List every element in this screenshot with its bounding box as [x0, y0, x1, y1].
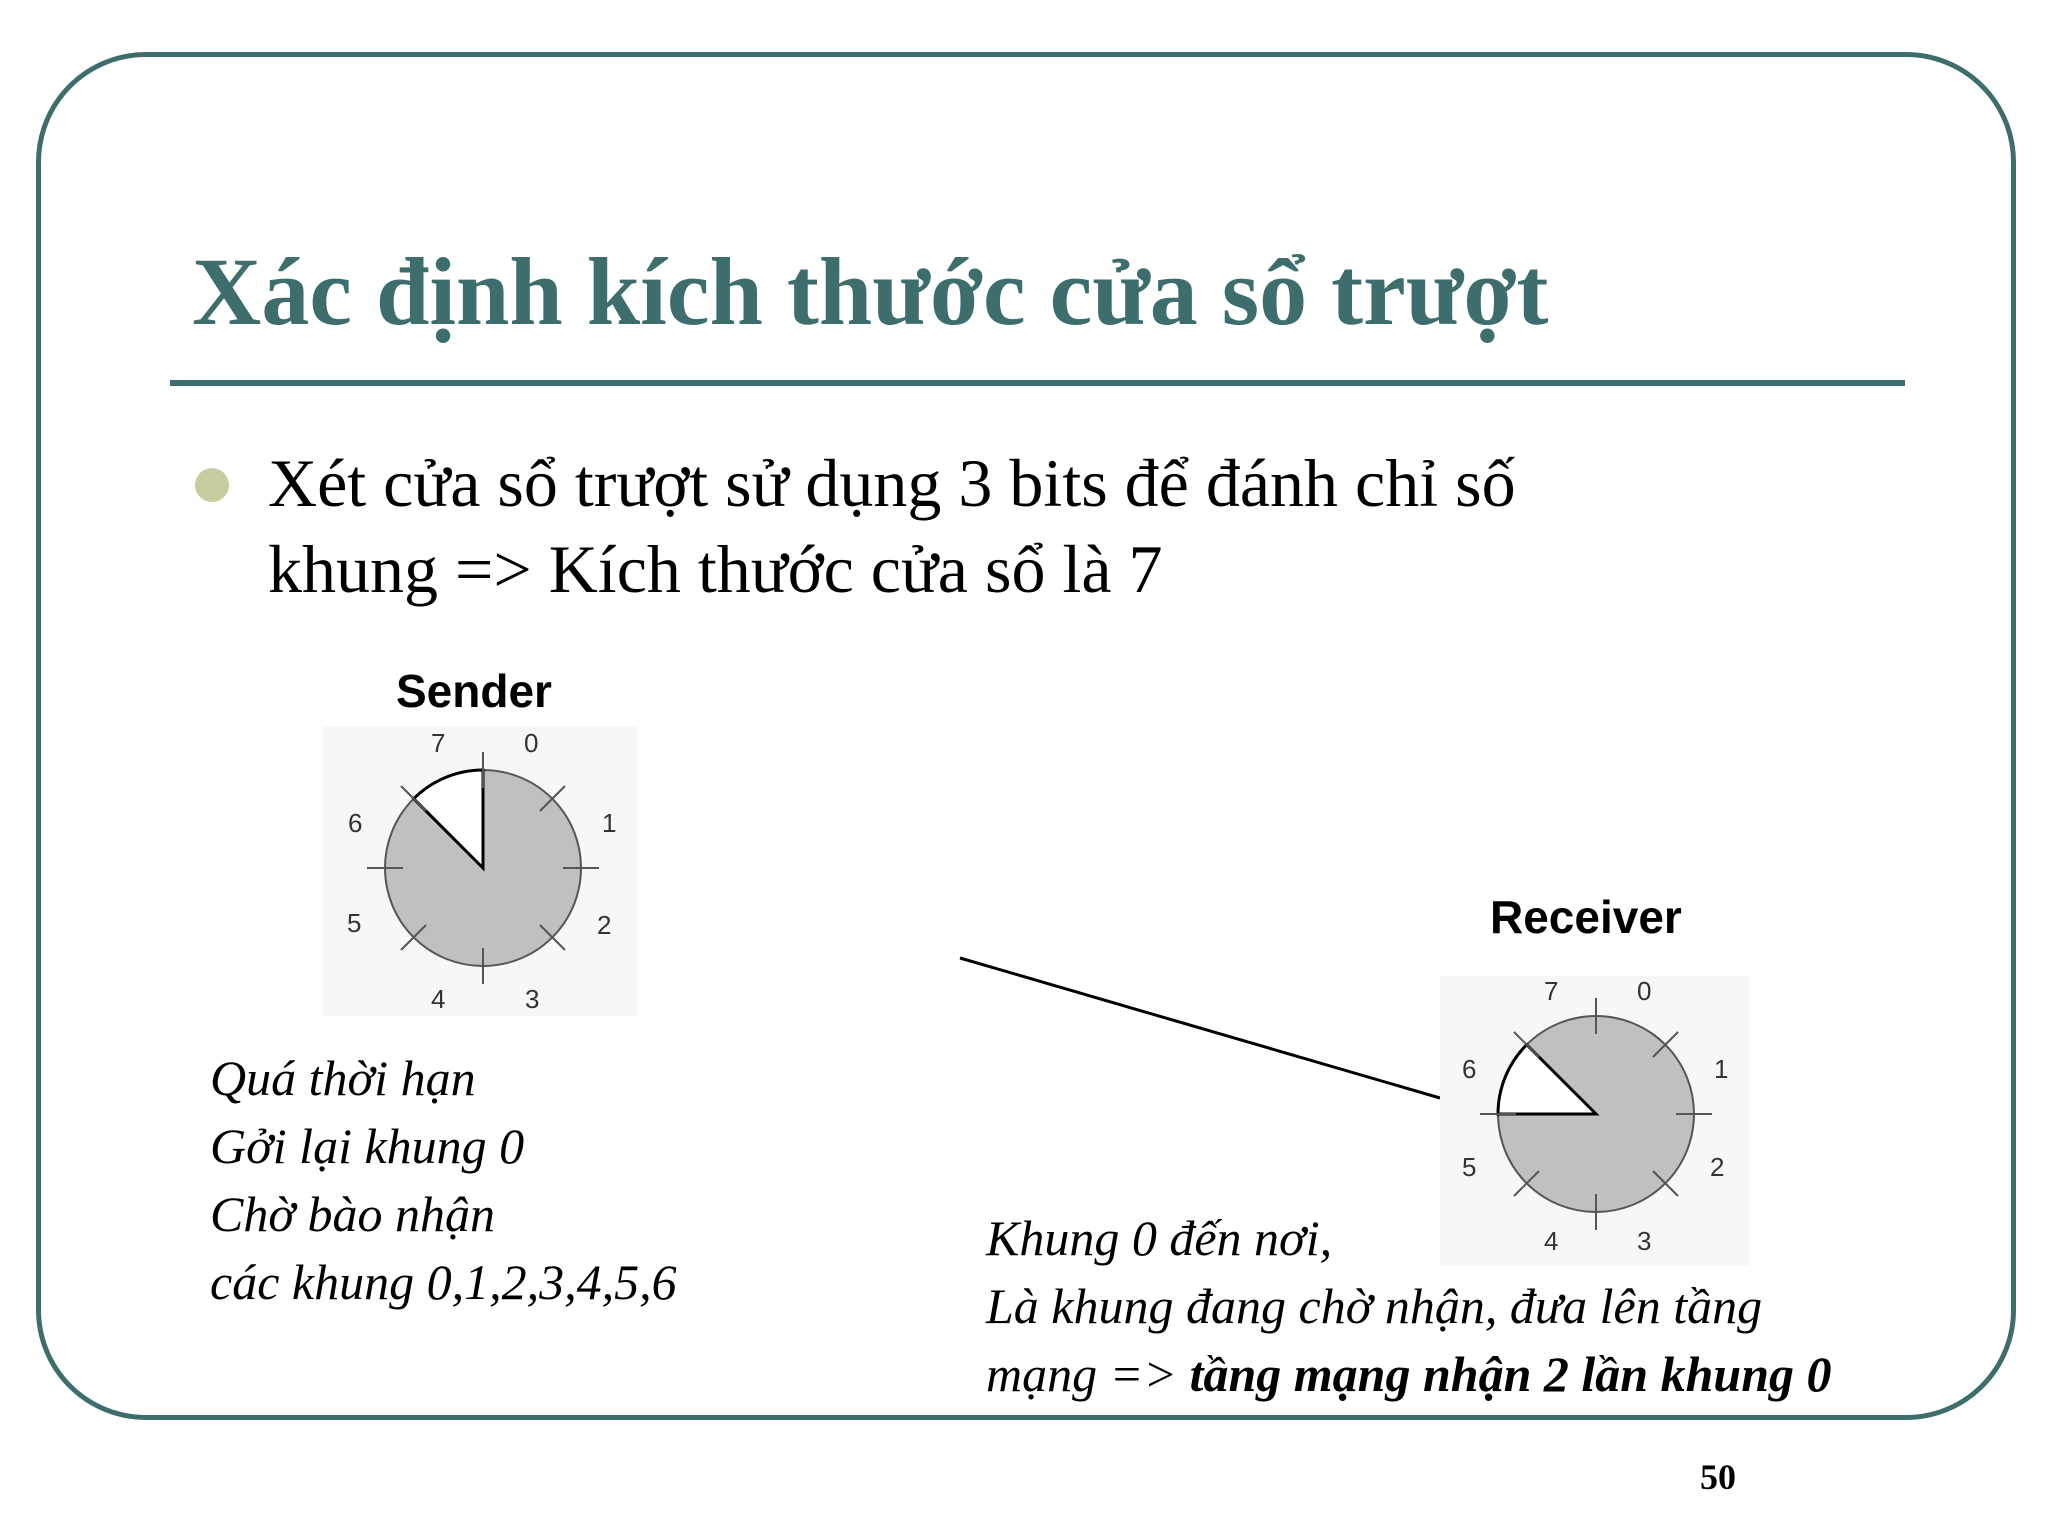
bullet-line-1: Xét cửa sổ trượt sử dụng 3 bits để đánh chỉ số	[268, 445, 1516, 521]
sender-note-line: Gởi lại khung 0	[210, 1118, 525, 1174]
sender-dial-number: 2	[597, 910, 612, 940]
receiver-dial-number: 5	[1462, 1152, 1477, 1182]
page-number: 50	[1700, 1457, 1736, 1497]
slide-title: Xác định kích thước cửa sổ trượt	[192, 238, 1549, 345]
sender-note-line: Quá thời hạn	[210, 1050, 476, 1106]
sender-label: Sender	[396, 665, 552, 717]
sender-dial-number: 6	[348, 808, 363, 838]
bullet-line-2: khung => Kích thước cửa sổ là 7	[268, 531, 1163, 607]
receiver-note-line-1: Khung 0 đến nơi,	[986, 1210, 1333, 1266]
receiver-note-prefix: mạng =>	[986, 1346, 1190, 1402]
sender-dial	[322, 726, 638, 1016]
sender-dial-number: 7	[431, 728, 446, 758]
receiver-note	[986, 1204, 1832, 1408]
receiver-dial-number: 1	[1714, 1054, 1729, 1084]
receiver-note-emphasis: tầng mạng nhận 2 lần khung 0	[1189, 1346, 1832, 1402]
receiver-dial-number: 3	[1637, 1226, 1652, 1256]
sender-dial-number: 1	[602, 808, 617, 838]
receiver-label: Receiver	[1490, 891, 1682, 943]
frame-transfer-line	[960, 958, 1440, 1098]
receiver-note-line-2: Là khung đang chờ nhận, đưa lên tầng	[986, 1278, 1763, 1334]
receiver-dial-number: 6	[1462, 1054, 1477, 1084]
receiver-dial-number: 2	[1710, 1152, 1725, 1182]
receiver-note-line-3	[986, 1340, 1832, 1408]
receiver-dial-number: 4	[1544, 1226, 1559, 1256]
receiver-dial-number: 7	[1544, 976, 1559, 1006]
sender-dial-number: 5	[347, 908, 362, 938]
receiver-dial-number: 0	[1637, 976, 1652, 1006]
sender-dial-number: 3	[525, 984, 540, 1014]
sender-dial-number: 4	[431, 984, 446, 1014]
sender-dial-number: 0	[524, 728, 539, 758]
sender-note	[210, 1044, 677, 1316]
sender-note-line: Chờ bào nhận	[210, 1186, 496, 1242]
sender-note-line: các khung 0,1,2,3,4,5,6	[210, 1254, 677, 1310]
